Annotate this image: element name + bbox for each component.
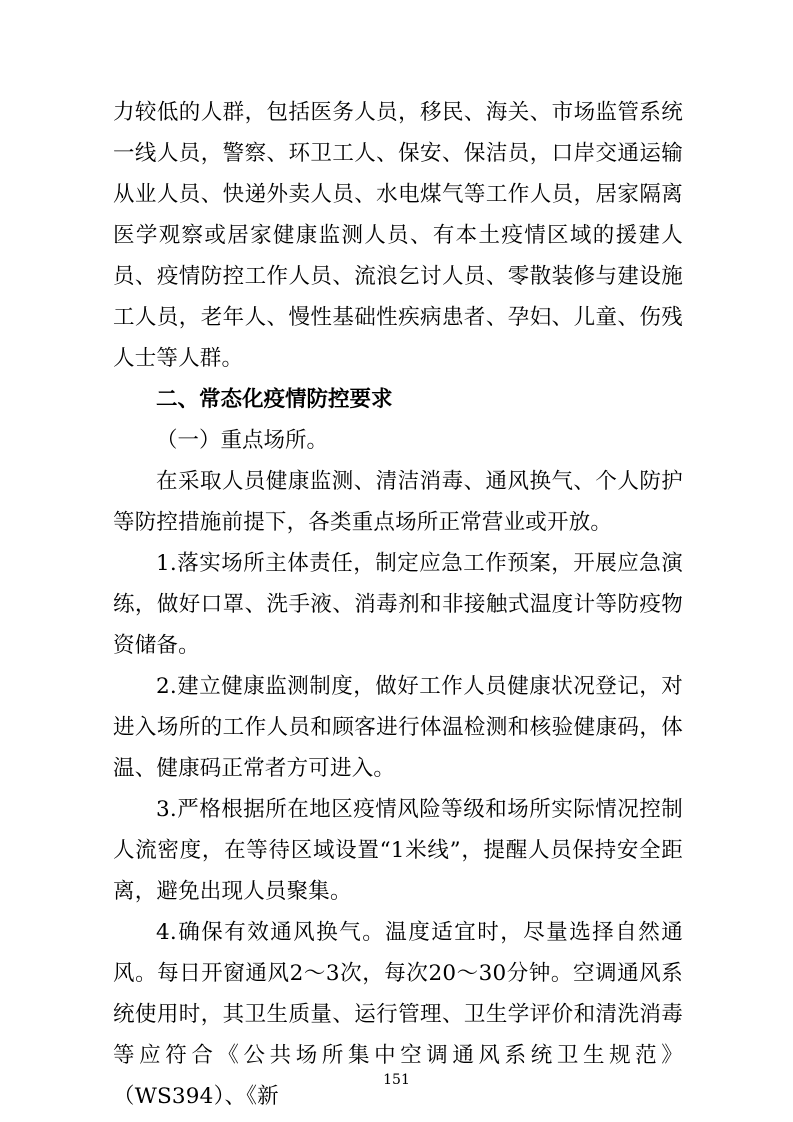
- page-body: [113, 92, 683, 1117]
- paragraph-item-4: 4.确保有效通风换气。温度适宜时，尽量选择自然通风。每日开窗通风2～3次，每次20～30分钟。空调通风系统使用时，其卫生质量、运行管理、卫生学评价和清洗消毒等应符合《公共场所集中空调通风系统卫生规范》（WS394）、《新: [113, 920, 683, 1109]
- paragraph-item-2: 2.建立健康监测制度，做好工作人员健康状况登记，对进入场所的工作人员和顾客进行体温检测和核验健康码，体温、健康码正常者方可进入。: [113, 674, 683, 781]
- paragraph-intro: 在采取人员健康监测、清洁消毒、通风换气、个人防护等防控措施前提下，各类重点场所正常营业或开放。: [113, 469, 683, 535]
- paragraph-item-1: 1.落实场所主体责任，制定应急工作预案，开展应急演练，做好口罩、洗手液、消毒剂和非接触式温度计等防疫物资储备。: [113, 551, 683, 658]
- section-heading: 二、常态化疫情防控要求: [156, 387, 393, 412]
- paragraph-continued: 力较低的人群，包括医务人员，移民、海关、市场监管系统一线人员，警察、环卫工人、保安、保洁员，口岸交通运输从业人员、快递外卖人员、水电煤气等工作人员，居家隔离医学观察或居家健康监测人员、有本土疫情区域的援建人员、疫情防控工作人员、流浪乞讨人员、零散装修与建设施工人员，老年人、慢性基础性疾病患者、孕妇、儿童、伤残人士等人群。: [113, 100, 683, 371]
- paragraph-item-3: 3.严格根据所在地区疫情风险等级和场所实际情况控制人流密度，在等待区域设置“1米线”，提醒人员保持安全距离，避免出现人员聚集。: [113, 797, 683, 904]
- page-number: 151: [383, 1072, 410, 1088]
- subsection-heading: （一）重点场所。: [156, 428, 329, 453]
